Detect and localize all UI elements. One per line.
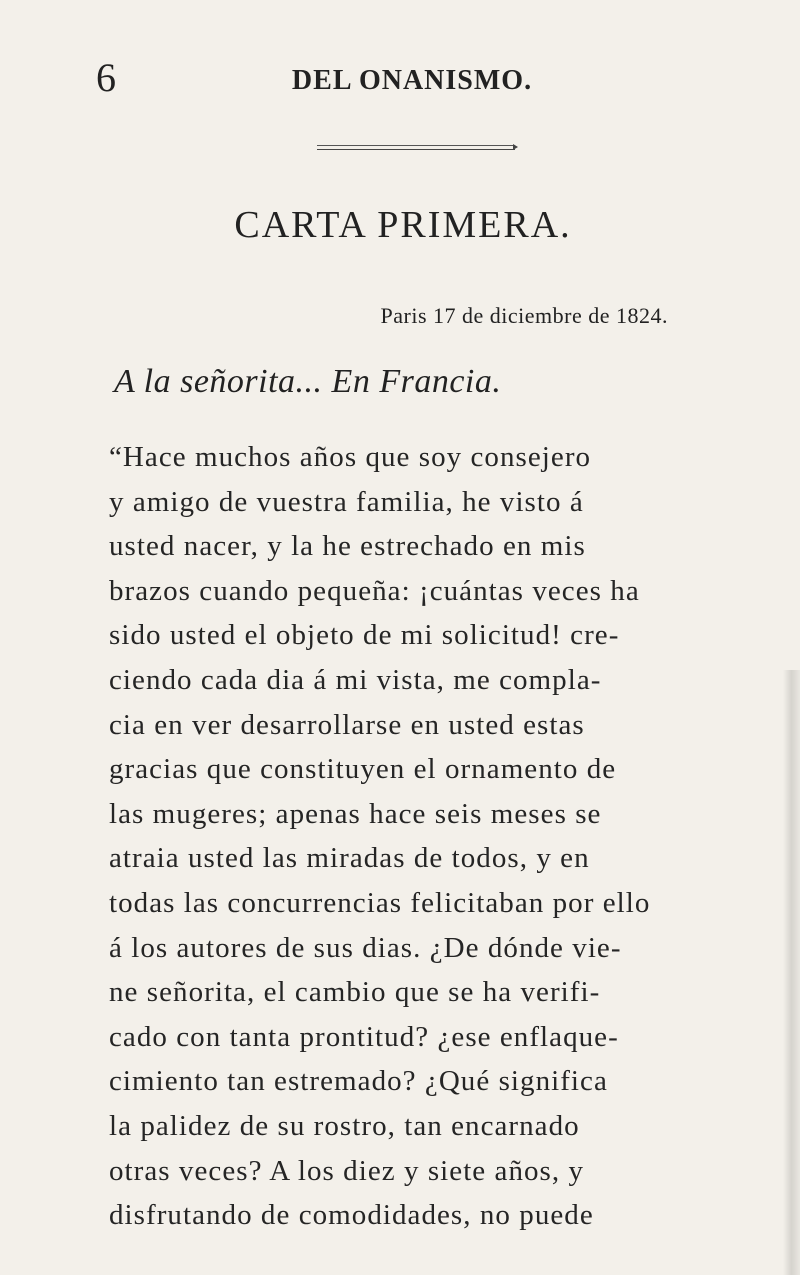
body-line: usted nacer, y la he estrechado en mis bbox=[109, 530, 586, 563]
body-line: atraia usted las miradas de todos, y en bbox=[109, 842, 590, 875]
body-line: gracias que constituyen el ornamento de bbox=[109, 753, 617, 786]
body-line: brazos cuando pequeña: ¡cuántas veces ha bbox=[109, 574, 640, 607]
body-line: las mugeres; apenas hace seis meses se bbox=[109, 797, 602, 830]
body-line: á los autores de sus dias. ¿De dónde vie- bbox=[109, 931, 622, 964]
body-line: disfrutando de comodidades, no puede bbox=[109, 1199, 594, 1232]
body-line: “Hace muchos años que soy consejero bbox=[109, 441, 592, 473]
letter-body bbox=[109, 435, 707, 1238]
body-line: y amigo de vuestra familia, he visto á bbox=[109, 485, 584, 518]
letter-title: CARTA PRIMERA. bbox=[234, 204, 572, 246]
salutation: A la señorita... En Francia. bbox=[114, 363, 502, 400]
body-line: sido usted el objeto de mi solicitud! cre- bbox=[109, 619, 620, 652]
page-edge-shadow bbox=[783, 670, 800, 1275]
body-line: cimiento tan estremado? ¿Qué significa bbox=[109, 1065, 608, 1098]
running-head: DEL ONANISMO. bbox=[291, 65, 533, 96]
body-line: ciendo cada dia á mi vista, me compla- bbox=[109, 663, 602, 696]
ornamental-rule bbox=[317, 145, 515, 150]
body-line: la palidez de su rostro, tan encarnado bbox=[109, 1109, 580, 1142]
body-line: cia en ver desarrollarse en usted estas bbox=[109, 708, 585, 741]
body-line: otras veces? A los diez y siete años, y bbox=[109, 1154, 585, 1187]
body-line: todas las concurrencias felicitaban por ello bbox=[109, 886, 651, 919]
body-line: ne señorita, el cambio que se ha verifi- bbox=[109, 976, 601, 1009]
dateline: Paris 17 de diciembre de 1824. bbox=[380, 303, 668, 328]
page-number: 6 bbox=[96, 55, 116, 100]
body-line: cado con tanta prontitud? ¿ese enflaque- bbox=[109, 1020, 619, 1053]
